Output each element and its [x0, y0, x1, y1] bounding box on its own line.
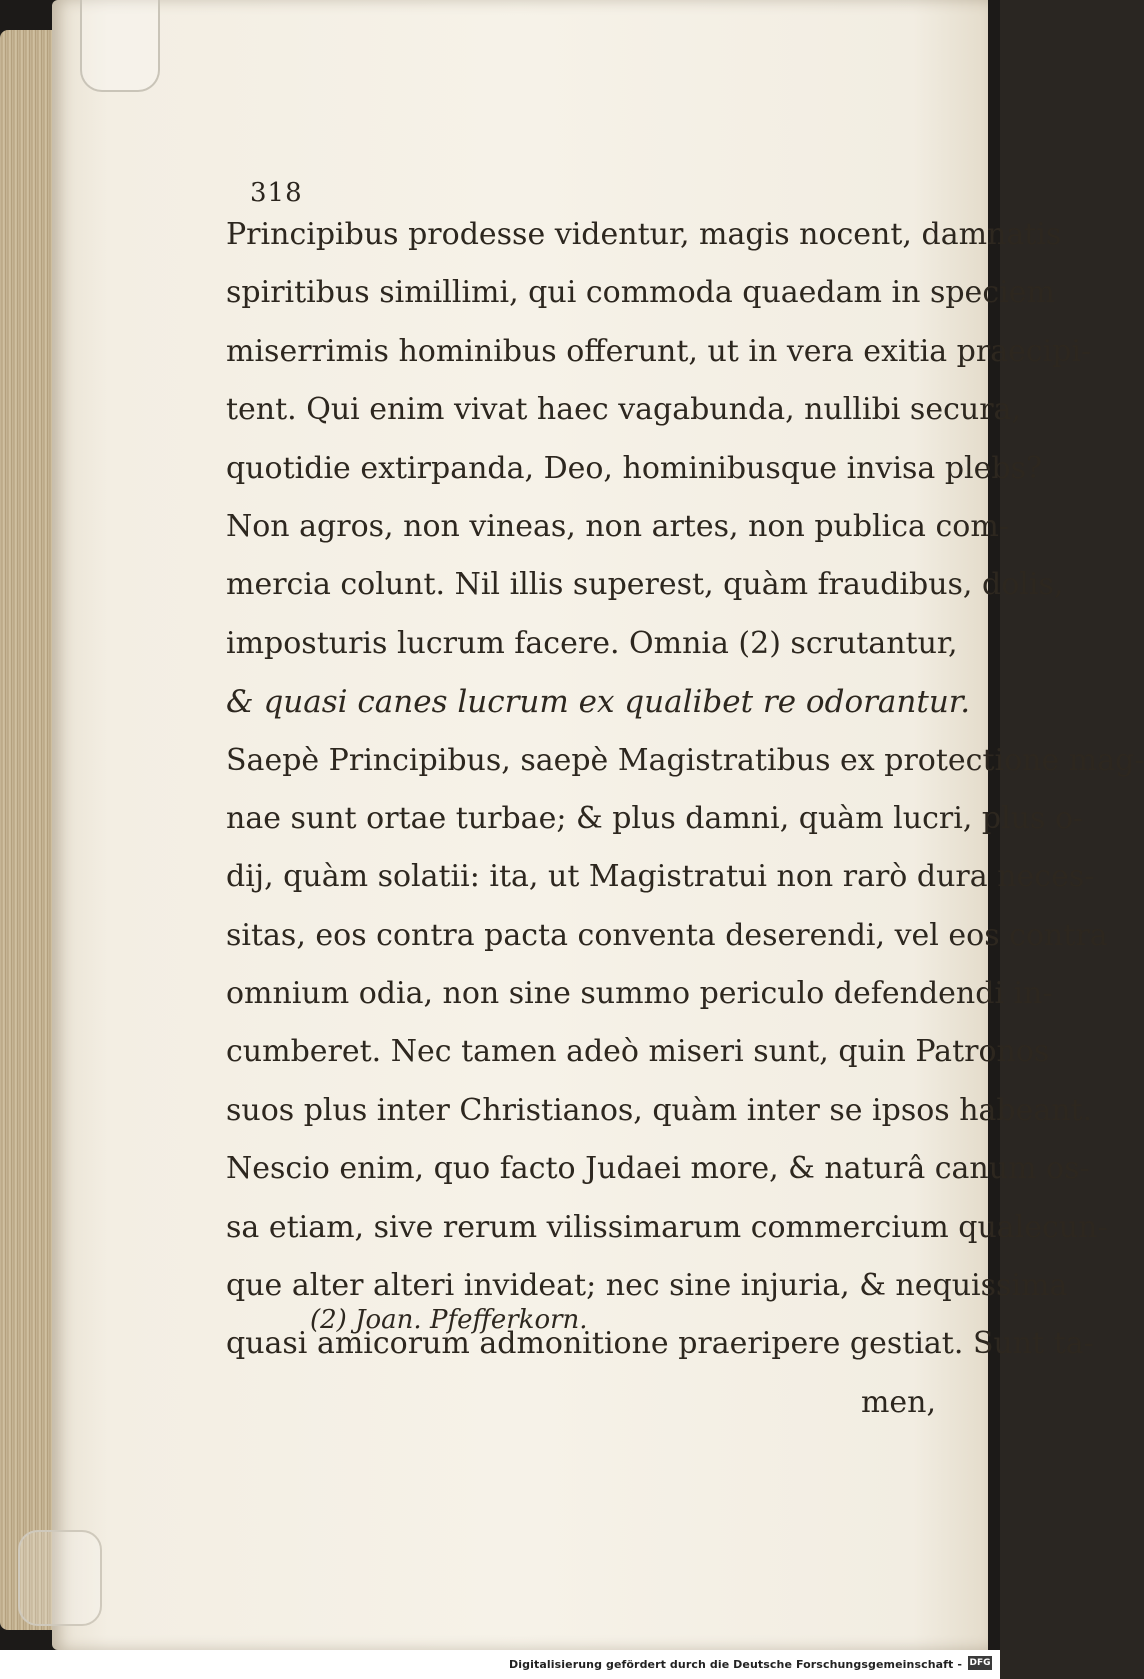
text-line: quasi amicorum admonitione praeripere gestiat. Sunt ta- [226, 1326, 1094, 1362]
text-line: quotidie extirpanda, Deo, hominibusque invisa plebs? [226, 450, 1043, 486]
text-line: tent. Qui enim vivat haec vagabunda, nullibi secura, [226, 392, 1021, 428]
page-clip-bottom [18, 1530, 102, 1626]
text-line: Saepè Principibus, saepè Magistratibus ex protectione mag- [226, 742, 1144, 778]
page-number: 318 [250, 178, 303, 208]
text-line: sa etiam, sive rerum vilissimarum commercium qualecun- [226, 1209, 1108, 1245]
text-line: mercia colunt. Nil illis superest, quàm fraudibus, dolis, [226, 567, 1064, 603]
text-line: imposturis lucrum facere. Omnia (2) scrutantur, [226, 625, 958, 661]
text-line-italic: & quasi canes lucrum ex qualibet re odorantur. [226, 684, 971, 721]
text-line: sitas, eos contra pacta conventa deserendi, vel eos contra [226, 917, 1108, 953]
text-line: que alter alteri invideat; nec sine injuria, & nequissima [226, 1268, 1068, 1304]
text-line: Principibus prodesse videntur, magis nocent, damnatis [226, 217, 1062, 252]
body-text [226, 206, 1144, 1432]
text-line: spiritibus simillimi, qui commoda quaedam in speciem [226, 275, 1055, 311]
text-line: cumberet. Nec tamen adeò miseri sunt, quin Patronos [226, 1034, 1050, 1070]
text-line: miserrimis hominibus offerunt, ut in vera exitia praecipi- [226, 333, 1092, 369]
text-line: Non agros, non vineas, non artes, non publica com- [226, 508, 1009, 544]
text-line: nae sunt ortae turbae; & plus damni, quàm lucri, plus o- [226, 800, 1084, 836]
text-line: suos plus inter Christianos, quàm inter se ipsos habeant. [226, 1092, 1093, 1128]
page-clip-top [80, 0, 160, 92]
catchword: men, [860, 1384, 936, 1420]
funding-credit: Digitalisierung gefördert durch die Deutsche Forschungsgemeinschaft - [509, 1658, 962, 1671]
digitization-footer [0, 1650, 1000, 1679]
footnote: (2) Joan. Pfefferkorn. [310, 1305, 588, 1335]
text-line: omnium odia, non sine summo periculo defendendi in- [226, 976, 1053, 1012]
text-line: Nescio enim, quo facto Judaei more, & naturâ canum os- [226, 1151, 1090, 1187]
text-line: dij, quàm solatii: ita, ut Magistratui non rarò dura neces- [226, 859, 1095, 895]
dfg-logo-icon: DFG [969, 1658, 991, 1668]
